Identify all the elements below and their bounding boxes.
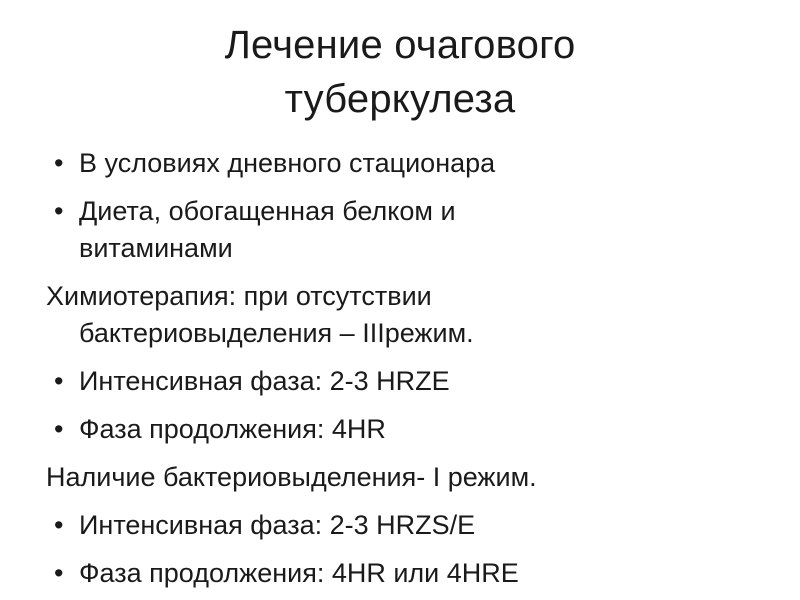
bullet-text-line: витаминами (79, 233, 233, 263)
bullet-item (46, 411, 786, 448)
bullet-text: Интенсивная фаза: 2-3 HRZE (79, 366, 450, 396)
bullet-item (46, 193, 786, 267)
bullet-item (46, 145, 786, 182)
title-line-2: туберкулеза (284, 77, 516, 121)
section-heading-line: Химиотерапия: при отсутствии (46, 281, 432, 311)
bullet-text: Фаза продолжения: 4HR (79, 414, 386, 444)
slide-body (46, 145, 786, 592)
title-line-1: Лечение очагового (224, 23, 576, 67)
bullet-text-line: • Диета, обогащенная белком и (79, 196, 456, 226)
section-heading-line: Наличие бактериовыделения- I режим. (46, 462, 537, 492)
section-heading (46, 459, 786, 496)
section-heading-line: бактериовыделения – IIIрежим. (79, 318, 474, 348)
bullet-item (46, 507, 786, 544)
bullet-item (46, 363, 786, 400)
bullet-text: В условиях дневного стационара (79, 148, 496, 178)
bullet-text: Фаза продолжения: 4HR или 4HRE (79, 558, 519, 588)
bullet-item (46, 555, 786, 592)
bullet-text: Интенсивная фаза: 2-3 HRZS/E (79, 510, 476, 540)
slide-title (0, 18, 800, 126)
section-heading (46, 278, 786, 352)
